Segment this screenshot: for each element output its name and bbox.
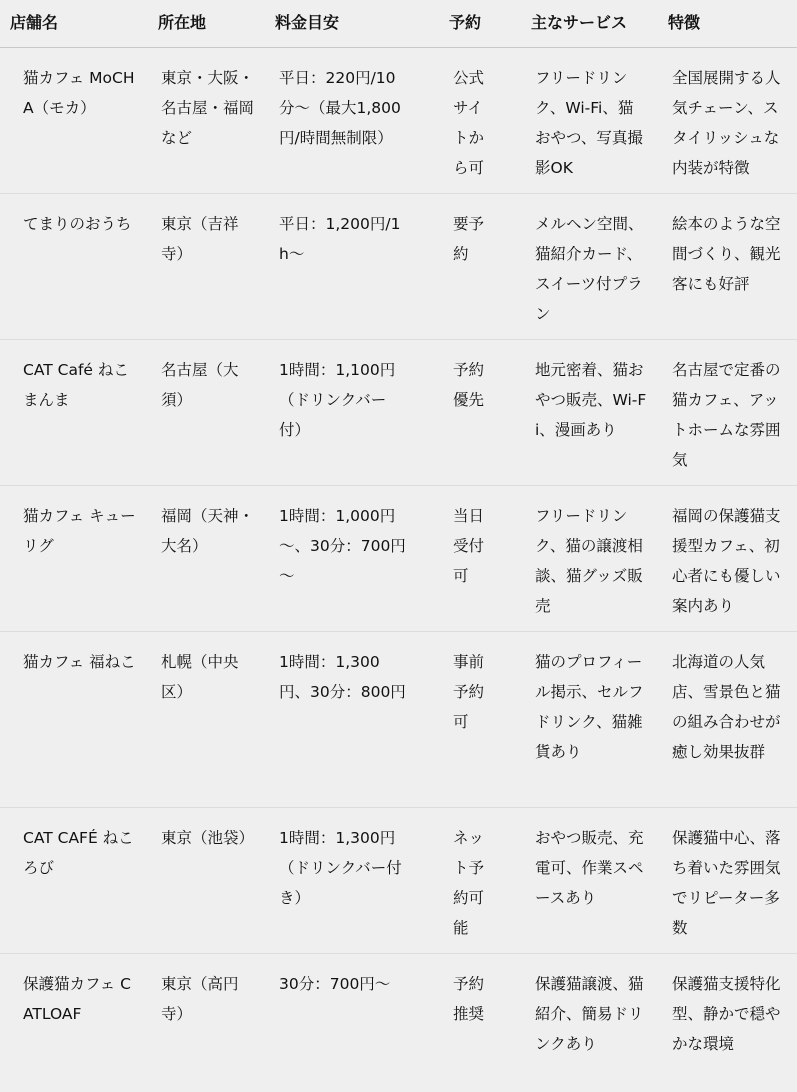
cell-price: 1時間：1,100円（ドリンクバー付） <box>265 339 439 485</box>
cell-services: フリードリンク、Wi-Fi、猫おやつ、写真撮影OK <box>535 68 643 177</box>
cell-services: おやつ販売、充電可、作業スペースあり <box>521 807 658 953</box>
cell-services: 猫のプロフィール掲示、セルフドリンク、猫雑貨あり <box>521 631 658 807</box>
table-row <box>0 339 797 485</box>
cell-features: 保護猫中心、落ち着いた雰囲気でリピーター多数 <box>658 807 797 953</box>
header-location: 所在地 <box>148 0 265 47</box>
header-reservation: 予約 <box>439 0 521 47</box>
cell-location: 福岡（天神・大名） <box>148 485 265 631</box>
cell-features: 絵本のような空間づくり、観光客にも好評 <box>658 193 797 339</box>
cell-services: 保護猫譲渡、猫紹介、簡易ドリンクあり <box>521 953 658 1092</box>
table-row <box>0 953 797 1092</box>
cell-price: 1時間：1,000円～、30分：700円～ <box>265 485 439 631</box>
cell-name: 猫カフェ MoCHA（モカ） <box>23 68 135 117</box>
cell-location: 名古屋（大須） <box>148 339 265 485</box>
cell-name: CAT CAFÉ ねころび <box>0 807 148 953</box>
cell-price: 平日：220円/10分～（最大1,800円/時間無制限） <box>279 68 401 147</box>
cell-price: 30分：700円～ <box>265 953 439 1092</box>
cell-reservation: 予約優先 <box>439 339 521 485</box>
cell-price: 平日：1,200円/1h～ <box>265 193 439 339</box>
cell-features: 名古屋で定番の猫カフェ、アットホームな雰囲気 <box>658 339 797 485</box>
cell-reservation: 公式サイトから可 <box>453 68 485 177</box>
cell-features: 北海道の人気店、雪景色と猫の組み合わせが癒し効果抜群 <box>658 631 797 807</box>
cell-location: 東京（吉祥寺） <box>148 193 265 339</box>
cell-location: 東京・大阪・名古屋・福岡など <box>161 68 255 147</box>
table-header-row <box>0 0 797 47</box>
cell-services: フリードリンク、猫の譲渡相談、猫グッズ販売 <box>521 485 658 631</box>
cell-services: 地元密着、猫おやつ販売、Wi-Fi、漫画あり <box>521 339 658 485</box>
cell-name: 猫カフェ キューリグ <box>0 485 148 631</box>
table-row <box>0 485 797 631</box>
cell-location: 札幌（中央区） <box>148 631 265 807</box>
table-row <box>0 631 797 807</box>
cell-features: 保護猫支援特化型、静かで穏やかな環境 <box>658 953 797 1092</box>
header-services: 主なサービス <box>521 0 658 47</box>
cell-features: 全国展開する人気チェーン、スタイリッシュな内装が特徴 <box>672 68 781 177</box>
cell-reservation: 当日受付可 <box>439 485 521 631</box>
table-row <box>0 193 797 339</box>
cell-location: 東京（池袋） <box>148 807 265 953</box>
header-features: 特徴 <box>658 0 797 47</box>
cell-name: 保護猫カフェ CATLOAF <box>0 953 148 1092</box>
header-name: 店舗名 <box>0 0 148 47</box>
table-row <box>0 47 797 193</box>
cell-price: 1時間：1,300円、30分：800円 <box>265 631 439 807</box>
cell-reservation: 事前予約可 <box>439 631 521 807</box>
cell-reservation: 要予約 <box>439 193 521 339</box>
cell-name: CAT Café ねこまんま <box>0 339 148 485</box>
header-price: 料金目安 <box>265 0 439 47</box>
cell-price: 1時間：1,300円（ドリンクバー付き） <box>265 807 439 953</box>
cell-features: 福岡の保護猫支援型カフェ、初心者にも優しい案内あり <box>658 485 797 631</box>
cell-name: 猫カフェ 福ねこ <box>0 631 148 807</box>
cell-location: 東京（高円寺） <box>148 953 265 1092</box>
cell-name: てまりのおうち <box>0 193 148 339</box>
cell-services: メルヘン空間、猫紹介カード、スイーツ付プラン <box>521 193 658 339</box>
cell-reservation: ネット予約可能 <box>439 807 521 953</box>
table-row <box>0 807 797 953</box>
cell-reservation: 予約推奨 <box>439 953 521 1092</box>
